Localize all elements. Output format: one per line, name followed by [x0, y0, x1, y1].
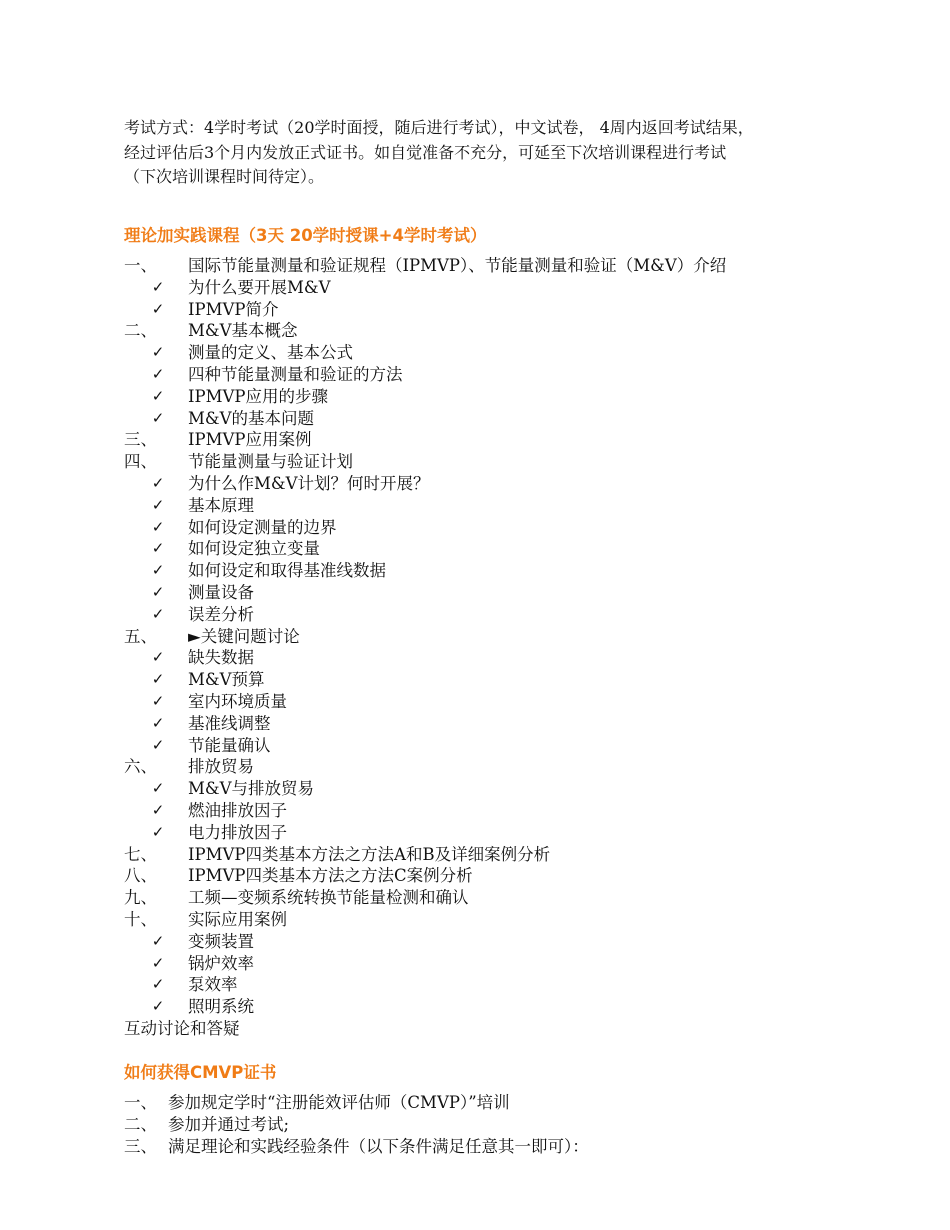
subitem-text: 如何设定测量的边界 — [188, 517, 337, 537]
subitem-text: 室内环境质量 — [188, 691, 287, 711]
intro-line: 考试方式：4学时考试（20学时面授，随后进行考试），中文试卷， 4周内返回考试结果， — [124, 118, 754, 137]
outline-subitem — [124, 517, 904, 539]
outline-section — [124, 320, 904, 342]
outline-section — [124, 844, 904, 866]
outline-subitem — [124, 408, 904, 430]
outline-section — [124, 756, 904, 778]
subitem-text: 为什么要开展M&V — [188, 277, 331, 297]
check-icon: ✓ — [151, 343, 165, 362]
outline-subitem — [124, 669, 904, 691]
requirement-text: 满足理论和实践经验条件（以下条件满足任意其一即可）： — [168, 1136, 589, 1156]
cert-requirement — [124, 1136, 904, 1158]
check-icon: ✓ — [151, 495, 165, 514]
subitem-text: IPMVP应用的步骤 — [188, 386, 329, 406]
outline-section — [124, 626, 904, 648]
outline-subitem — [124, 342, 904, 364]
check-icon: ✓ — [151, 539, 165, 558]
subitem-text: 测量设备 — [188, 582, 254, 602]
subitem-text: 电力排放因子 — [188, 822, 287, 842]
subitem-text: 缺失数据 — [188, 648, 254, 668]
outline-subitem — [124, 953, 904, 975]
section-number: 九、 — [124, 888, 157, 908]
section-title: 排放贸易 — [188, 757, 254, 777]
exam-method-paragraph — [124, 116, 884, 190]
course-outline-list — [124, 255, 904, 1040]
section-number: 五、 — [124, 626, 157, 646]
check-icon: ✓ — [151, 604, 165, 623]
cert-heading: 如何获得CMVP证书 — [124, 1063, 277, 1082]
requirement-text: 参加并通过考试; — [168, 1114, 290, 1134]
check-icon: ✓ — [151, 931, 165, 950]
outline-section — [124, 887, 904, 909]
section-number: 八、 — [124, 866, 157, 886]
section-title: ►关键问题讨论 — [188, 626, 300, 646]
check-icon: ✓ — [151, 364, 165, 383]
outline-note — [124, 1018, 904, 1040]
outline-subitem — [124, 996, 904, 1018]
check-icon: ✓ — [151, 473, 165, 492]
outline-subitem — [124, 647, 904, 669]
subitem-text: M&V与排放贸易 — [188, 779, 314, 799]
outline-subitem — [124, 277, 904, 299]
outline-subitem — [124, 931, 904, 953]
check-icon: ✓ — [151, 997, 165, 1016]
cert-requirement — [124, 1092, 904, 1114]
cert-requirement — [124, 1114, 904, 1136]
outline-subitem — [124, 713, 904, 735]
check-icon: ✓ — [151, 822, 165, 841]
section-title: M&V基本概念 — [188, 321, 298, 341]
outline-subitem — [124, 974, 904, 996]
check-icon: ✓ — [151, 779, 165, 798]
outline-section — [124, 429, 904, 451]
subitem-text: 为什么作M&V计划？何时开展？ — [188, 473, 430, 493]
subitem-text: 照明系统 — [188, 997, 254, 1017]
check-icon: ✓ — [151, 277, 165, 296]
outline-subitem — [124, 364, 904, 386]
check-icon: ✓ — [151, 691, 165, 710]
check-icon: ✓ — [151, 953, 165, 972]
section-number: 七、 — [124, 844, 157, 864]
outline-subitem — [124, 386, 904, 408]
section-title: 国际节能量测量和验证规程（IPMVP）、节能量测量和验证（M&V）介绍 — [188, 256, 727, 275]
outline-subitem — [124, 735, 904, 757]
check-icon: ✓ — [151, 408, 165, 427]
cert-requirements-list — [124, 1092, 904, 1157]
section-number: 十、 — [124, 909, 157, 929]
subitem-text: 节能量确认 — [188, 735, 271, 755]
requirement-number: 一、 — [124, 1093, 157, 1112]
requirement-text: 参加规定学时“注册能效评估师（CMVP）”培训 — [168, 1093, 510, 1112]
section-number: 二、 — [124, 321, 157, 341]
check-icon: ✓ — [151, 648, 165, 667]
section-title: IPMVP四类基本方法之方法A和B及详细案例分析 — [188, 844, 551, 864]
outline-section — [124, 255, 904, 277]
requirement-number: 二、 — [124, 1114, 157, 1134]
outline-subitem — [124, 473, 904, 495]
subitem-text: M&V的基本问题 — [188, 408, 314, 428]
outline-subitem — [124, 822, 904, 844]
subitem-text: 如何设定和取得基准线数据 — [188, 561, 386, 581]
subitem-text: 基准线调整 — [188, 713, 271, 733]
section-title: 节能量测量与验证计划 — [188, 452, 353, 472]
course-heading: 理论加实践课程（3天 20学时授课+4学时考试） — [124, 226, 487, 245]
subitem-text: 变频装置 — [188, 931, 254, 951]
check-icon: ✓ — [151, 670, 165, 689]
subitem-text: 测量的定义、基本公式 — [188, 343, 353, 363]
subitem-text: 泵效率 — [188, 975, 238, 995]
outline-section — [124, 909, 904, 931]
outline-subitem — [124, 495, 904, 517]
subitem-text: 四种节能量测量和验证的方法 — [188, 364, 403, 384]
subitem-text: 误差分析 — [188, 604, 254, 624]
outline-subitem — [124, 582, 904, 604]
outline-section — [124, 451, 904, 473]
check-icon: ✓ — [151, 713, 165, 732]
outline-subitem — [124, 299, 904, 321]
check-icon: ✓ — [151, 386, 165, 405]
outline-section — [124, 865, 904, 887]
check-icon: ✓ — [151, 735, 165, 754]
section-number: 四、 — [124, 452, 157, 472]
section-title: IPMVP应用案例 — [188, 430, 312, 450]
section-title: 工频—变频系统转换节能量检测和确认 — [188, 888, 469, 908]
subitem-text: 燃油排放因子 — [188, 800, 287, 820]
section-number: 三、 — [124, 430, 157, 450]
requirement-number: 三、 — [124, 1136, 157, 1156]
outline-subitem — [124, 800, 904, 822]
outline-subitem — [124, 604, 904, 626]
outline-subitem — [124, 560, 904, 582]
subitem-text: IPMVP简介 — [188, 299, 279, 319]
check-icon: ✓ — [151, 582, 165, 601]
subitem-text: 如何设定独立变量 — [188, 539, 320, 559]
subitem-text: 基本原理 — [188, 495, 254, 515]
intro-line: （下次培训课程时间待定）。 — [124, 167, 325, 186]
outline-subitem — [124, 778, 904, 800]
check-icon: ✓ — [151, 299, 165, 318]
outline-subitem — [124, 538, 904, 560]
check-icon: ✓ — [151, 800, 165, 819]
closing-text: 互动讨论和答疑 — [124, 1018, 240, 1038]
section-number: 六、 — [124, 757, 157, 777]
section-title: IPMVP四类基本方法之方法C案例分析 — [188, 866, 473, 886]
section-title: 实际应用案例 — [188, 909, 287, 929]
check-icon: ✓ — [151, 561, 165, 580]
check-icon: ✓ — [151, 517, 165, 536]
section-number: 一、 — [124, 256, 157, 275]
outline-subitem — [124, 691, 904, 713]
subitem-text: 锅炉效率 — [188, 953, 254, 973]
intro-line: 经过评估后3个月内发放正式证书。如自觉准备不充分，可延至下次培训课程进行考试 — [124, 142, 727, 162]
check-icon: ✓ — [151, 975, 165, 994]
subitem-text: M&V预算 — [188, 670, 265, 690]
